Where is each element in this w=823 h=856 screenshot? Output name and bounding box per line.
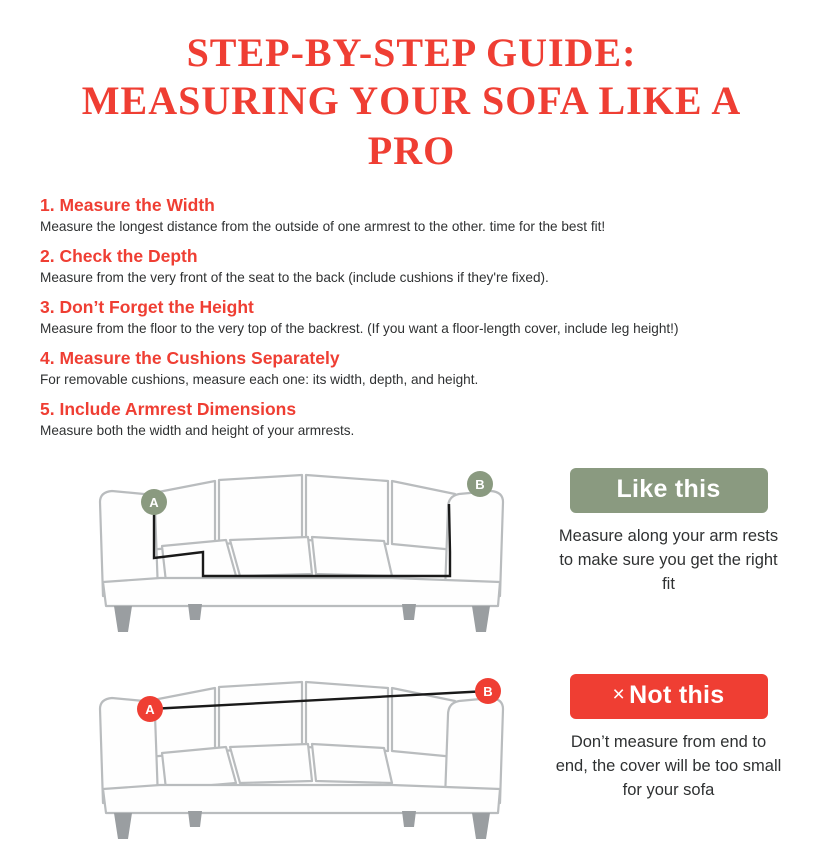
like-this-description: Measure along your arm rests to make sure you get the right fit [558,527,779,593]
step-item [40,398,783,440]
step-body: Measure from the floor to the very top of the backrest. (If you want a floor-length cover, include leg height!) [40,321,679,336]
badge-b-incorrect-label: B [483,684,493,699]
like-this-badge: Like this [570,468,768,513]
step-heading: 4. Measure the Cushions Separately [40,348,340,368]
step-body: Measure both the width and height of your armrests. [40,423,355,438]
step-heading: 2. Check the Depth [40,246,198,266]
not-this-badge [570,674,768,719]
sofa-leg [114,813,132,839]
step-body: Measure the longest distance from the outside of one armrest to the other. time for the best fit! [40,219,606,234]
step-heading: 3. Don’t Forget the Height [40,297,254,317]
title-line-1: STEP-BY-STEP GUIDE: [186,30,637,75]
badge-b-correct-label: B [475,477,485,492]
steps-list [40,194,783,440]
page-title [40,30,783,176]
sofa-illustrations [40,454,540,856]
sofa-leg [188,604,202,620]
sofa-leg [472,606,490,632]
sofa-leg [402,604,416,620]
title-line-2: MEASURING YOUR SOFA LIKE A PRO [81,78,742,173]
examples-section [40,454,783,856]
step-item [40,347,783,389]
sofa-leg [188,811,202,827]
sofa-leg [402,811,416,827]
example-incorrect [554,674,783,802]
example-correct [554,468,783,596]
badge-a-incorrect-label: A [145,702,155,717]
not-this-description: Don’t measure from end to end, the cover will be too small for your sofa [555,733,782,799]
step-body: For removable cushions, measure each one: its width, depth, and height. [40,372,479,387]
sofa-leg [114,606,132,632]
x-icon: × [612,683,626,706]
badge-a-correct-label: A [149,495,159,510]
step-item [40,245,783,287]
step-body: Measure from the very front of the seat to the back (include cushions if they're fixed). [40,270,549,285]
step-heading: 1. Measure the Width [40,195,215,215]
examples-text-column [540,454,783,856]
not-this-label: Not this [629,681,725,709]
sofa-diagram-correct [40,454,540,644]
step-item [40,296,783,338]
step-heading: 5. Include Armrest Dimensions [40,399,297,419]
sofa-leg [472,813,490,839]
step-item [40,194,783,236]
